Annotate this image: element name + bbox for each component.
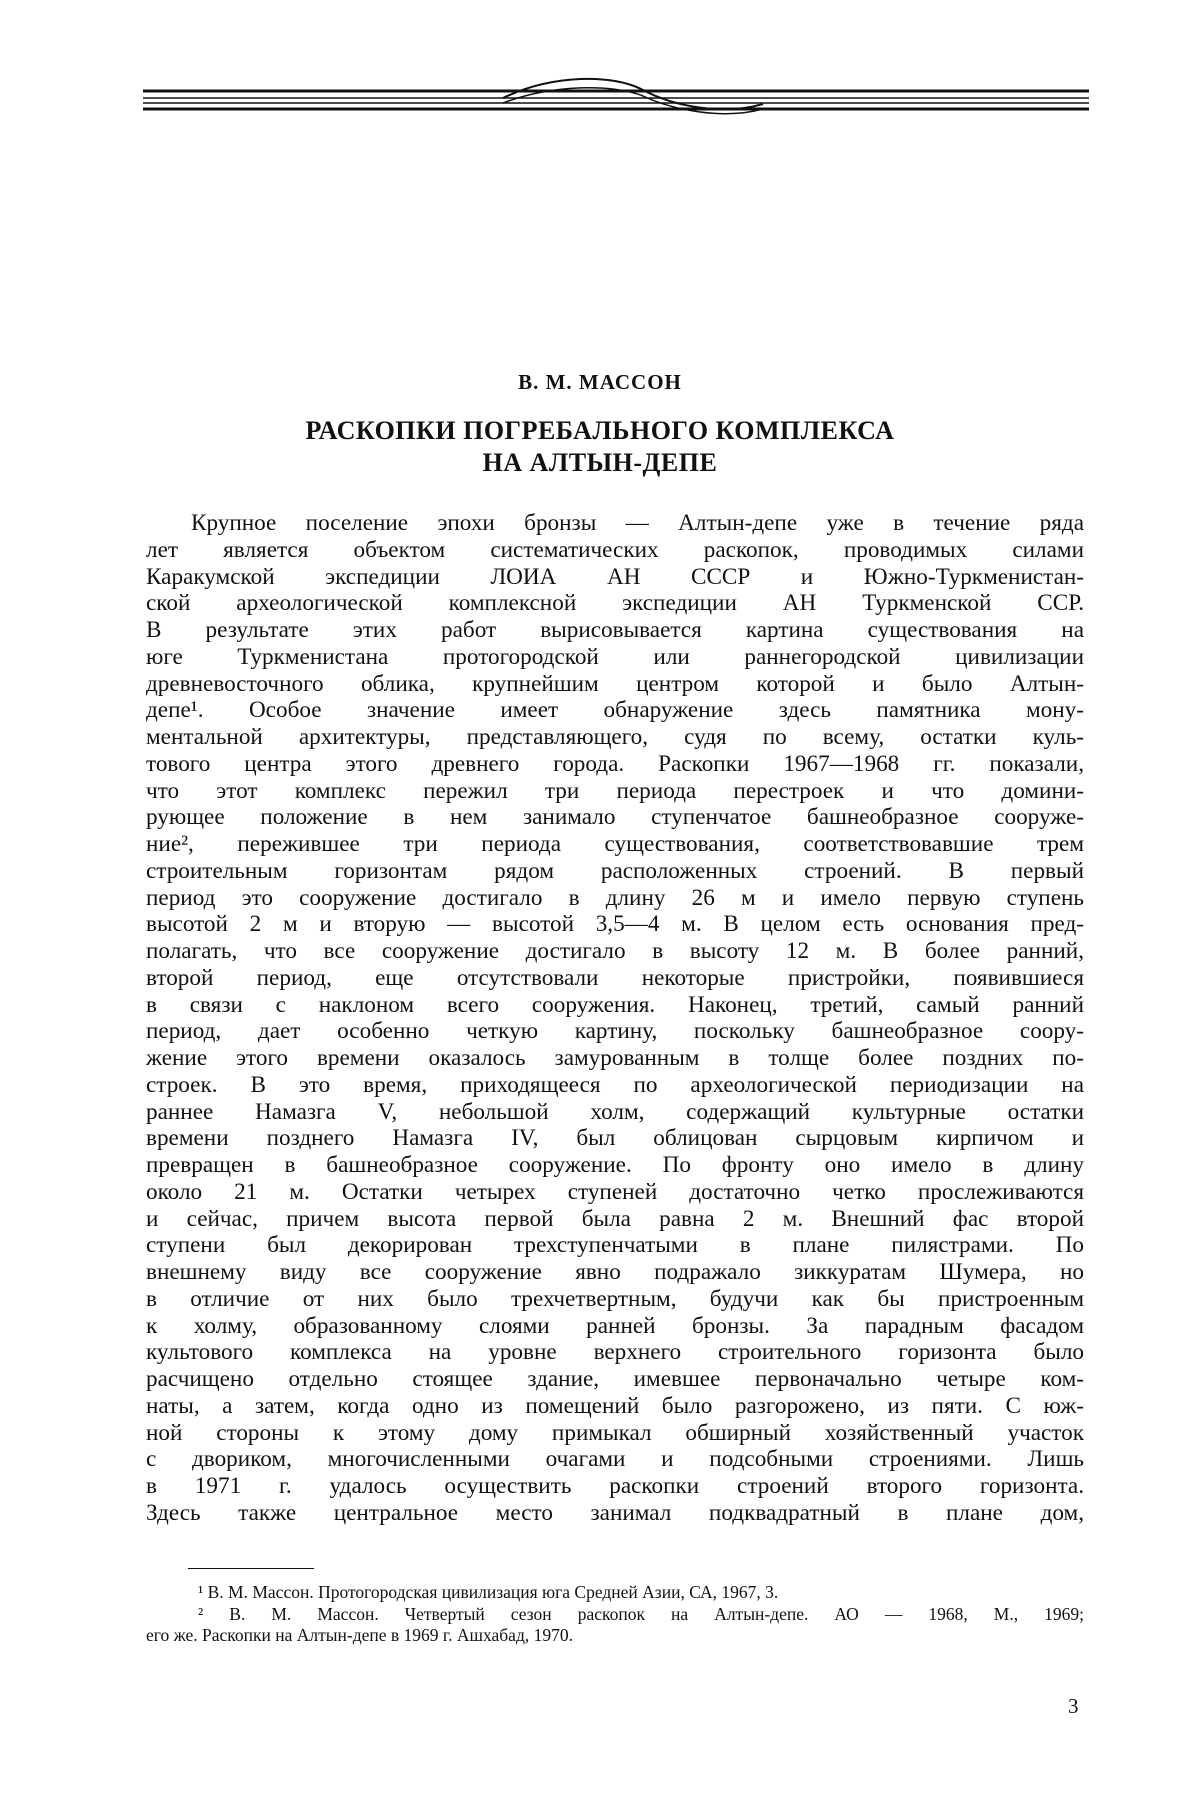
body-line: культового комплекса на уровне верхнего строительного горизонта было [146, 1339, 1084, 1366]
header-ornament [143, 76, 1089, 126]
body-line: В результате этих работ вырисовывается картина существования на [146, 617, 1084, 643]
body-line: расчищено отдельно стоящее здание, имевшее первоначально четыре ком- [146, 1366, 1084, 1392]
body-line: рующее положение в нем занимало ступенчатое башнеобразное сооруже- [146, 804, 1084, 831]
body-line: лет является объектом систематических раскопок, проводимых силами [146, 536, 1084, 563]
body-line: депе¹. Особое значение имеет обнаружение здесь памятника мону- [146, 697, 1084, 724]
body-line: раннее Намазга V, небольшой холм, содержащий культурные остатки [146, 1098, 1084, 1125]
page-number: 3 [1068, 1694, 1079, 1718]
body-line: внешнему виду все сооружение явно подражало зиккуратам Шумера, но [146, 1259, 1084, 1285]
body-line: Здесь также центральное место занимал подквадратный в плане дом, [146, 1499, 1084, 1526]
body-line: что этот комплекс пережил три периода перестроек и что домини- [146, 777, 1084, 804]
title-line: НА АЛТЫН-ДЕПЕ [482, 448, 718, 477]
body-line: полагать, что все сооружение достигало в высоту 12 м. В более ранний, [146, 938, 1084, 964]
body-line: в отличие от них было трехчетвертным, будучи как бы пристроенным [146, 1285, 1084, 1312]
body-line: древневосточного облика, крупнейшим центром которой и было Алтын- [146, 670, 1084, 697]
footnote-line: его же. Раскопки на Алтын-депе в 1969 г. Ашхабад, 1970. [146, 1625, 573, 1645]
body-line: Каракумской экспедиции ЛОИА АН СССР и Южно-Туркменистан- [146, 563, 1084, 590]
body-line: времени позднего Намазга IV, был облицован сырцовым кирпичом и [146, 1125, 1084, 1152]
footnote-line: ¹ В. М. Массон. Протогородская цивилизация юга Средней Азии, СА, 1967, 3. [198, 1582, 779, 1602]
body-line: период, дает особенно четкую картину, поскольку башнеобразное соору- [146, 1018, 1084, 1045]
footnote-line: ² В. М. Массон. Четвертый сезон раскопок на Алтын-депе. АО — 1968, М., 1969; [198, 1603, 1084, 1624]
body-line: около 21 м. Остатки четырех ступеней достаточно четко прослеживаются [146, 1178, 1084, 1205]
body-line: и сейчас, причем высота первой была равна 2 м. Внешний фас второй [146, 1205, 1084, 1232]
footnote-separator [188, 1568, 314, 1569]
body-line: тового центра этого древнего города. Раскопки 1967—1968 гг. показали, [146, 750, 1084, 777]
body-line: период это сооружение достигало в длину 26 м и имело первую ступень [146, 884, 1084, 911]
body-line: Крупное поселение эпохи бронзы — Алтын-депе уже в течение ряда [191, 510, 1084, 536]
body-line: наты, а затем, когда одно из помещений было разгорожено, из пяти. С юж- [146, 1392, 1084, 1419]
body-line: ние², пережившее три периода существования, соответствовавшие трем [146, 831, 1084, 857]
body-line: жение этого времени оказалось замурованным в толще более поздних по- [146, 1045, 1084, 1071]
body-line: второй период, еще отсутствовали некоторые пристройки, появившиеся [146, 964, 1084, 991]
footnotes [146, 1582, 1084, 1647]
body-line: превращен в башнеобразное сооружение. По фронту оно имело в длину [146, 1152, 1084, 1178]
article-body [146, 510, 1084, 1527]
body-line: высотой 2 м и вторую — высотой 3,5—4 м. В целом есть основания пред- [146, 911, 1084, 938]
body-line: ментальной архитектуры, представляющего, судя по всему, остатки куль- [146, 724, 1084, 750]
title-line: РАСКОПКИ ПОГРЕБАЛЬНОГО КОМПЛЕКСА [305, 416, 895, 445]
body-line: в 1971 г. удалось осуществить раскопки строений второго горизонта. [146, 1473, 1084, 1499]
body-line: строительным горизонтам рядом расположенных строений. В первый [146, 857, 1084, 884]
body-line: в связи с наклоном всего сооружения. Наконец, третий, самый ранний [146, 991, 1084, 1018]
body-line: к холму, образованному слоями ранней бронзы. За парадным фасадом [146, 1312, 1084, 1339]
body-line: ной стороны к этому дому примыкал обширный хозяйственный участок [146, 1419, 1084, 1446]
body-line: ской археологической комплексной экспедиции АН Туркменской ССР. [146, 590, 1084, 617]
article-title [0, 415, 1200, 479]
article-author: В. М. МАССОН [518, 370, 682, 394]
body-line: строек. В это время, приходящееся по археологической периодизации на [146, 1071, 1084, 1098]
body-line: юге Туркменистана протогородской или раннегородской цивилизации [146, 643, 1084, 670]
body-line: с двориком, многочисленными очагами и подсобными строениями. Лишь [146, 1446, 1084, 1473]
body-line: ступени был декорирован трехступенчатыми в плане пилястрами. По [146, 1232, 1084, 1259]
